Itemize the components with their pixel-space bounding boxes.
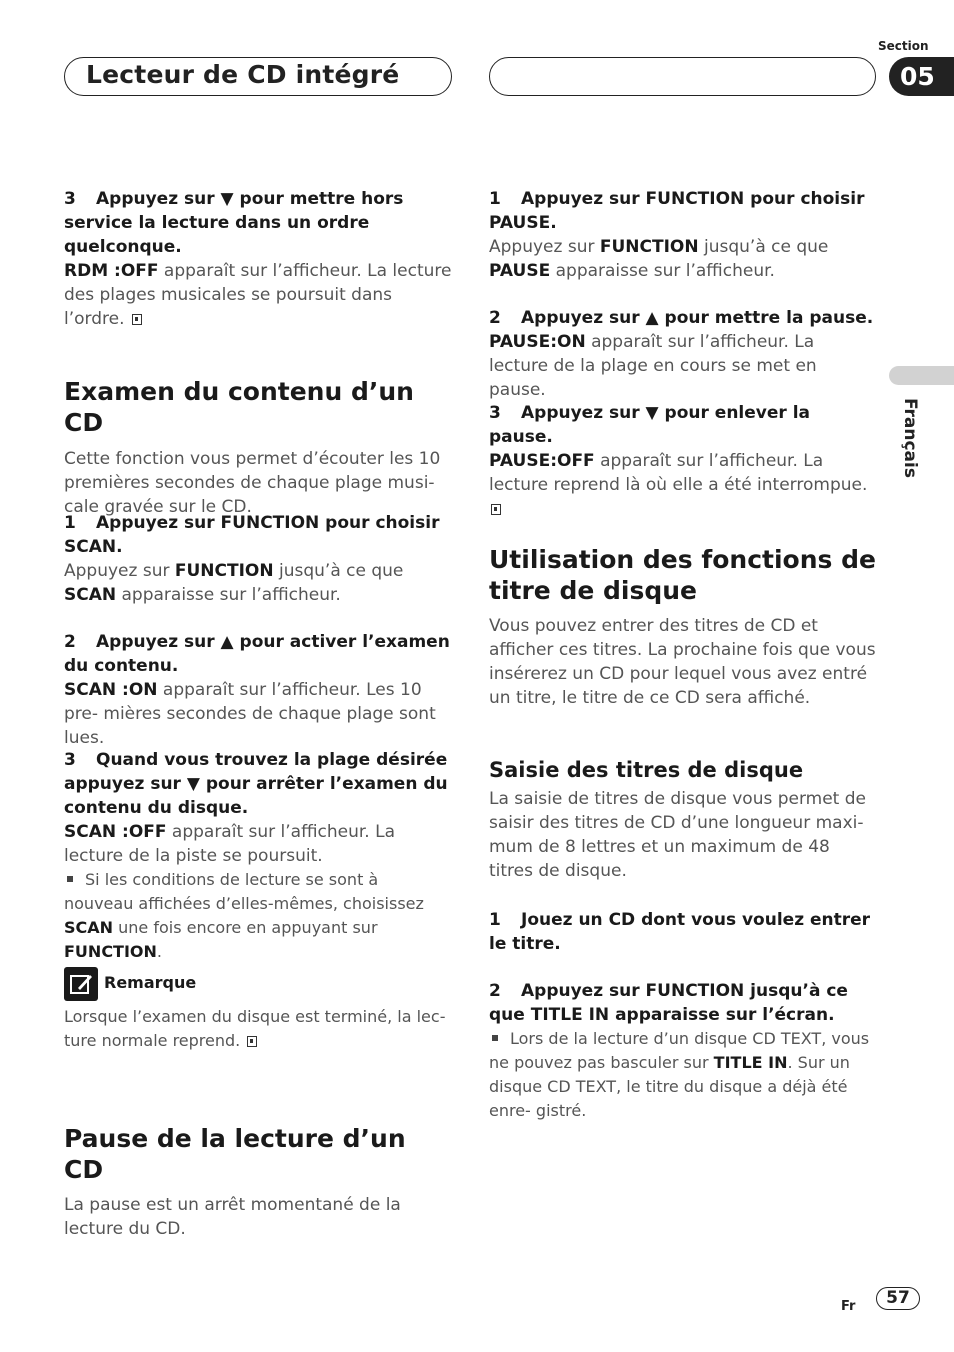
heading-titre: Utilisation des fonctions de titre de disque: [489, 545, 876, 605]
bullet-icon: [492, 1035, 498, 1041]
section-number-badge: 05: [889, 57, 954, 96]
step-number: 1: [64, 513, 76, 533]
section-titre: [489, 544, 877, 710]
section-examen: [64, 376, 452, 519]
keyword-title-in: TITLE IN: [713, 1053, 788, 1072]
step-text: Appuyez sur FUNCTION pour choisir PAUSE.: [489, 189, 865, 233]
keyword-scan: SCAN: [64, 585, 117, 605]
note-text: Lorsque l’examen du disque est terminé, la lec- ture normale reprend.: [64, 1007, 446, 1050]
step-body-part: apparaisse sur l’afficheur.: [550, 261, 775, 281]
pause-step-3: [489, 401, 877, 521]
examen-intro: Cette fonction vous permet d’écouter les 10 premières secondes de chaque plage musi- cale gravée sur le CD.: [64, 449, 441, 517]
step-number: 2: [489, 308, 501, 328]
step-text: Appuyez sur ▼ pour mettre hors service la lecture dans un ordre quelconque.: [64, 189, 404, 257]
step-3-random-off: [64, 187, 452, 331]
bullet-text: Si les conditions de lecture se sont à nouveau affichées d’elles-mêmes, choisissez: [64, 870, 424, 913]
subsection-saisie: [489, 757, 877, 883]
footer-language: Fr: [841, 1299, 856, 1314]
note-header: [64, 967, 452, 1007]
keyword-function: FUNCTION: [599, 237, 699, 257]
step-body-part: apparaisse sur l’afficheur.: [116, 585, 341, 605]
step-1-scan: [64, 511, 452, 607]
step-body: apparaît sur l’afficheur. La lecture des plages musicales se poursuit dans l’ordre.: [64, 261, 452, 329]
step-text: Appuyez sur ▲ pour activer l’examen du contenu.: [64, 632, 450, 676]
header-title: Lecteur de CD intégré: [86, 60, 400, 89]
keyword-scan: SCAN: [64, 918, 114, 937]
step-number: 3: [489, 403, 501, 423]
page-number: 57: [876, 1287, 920, 1310]
display-code: SCAN :OFF: [64, 822, 167, 842]
pause-step-2: [489, 306, 877, 402]
section-label: Section: [878, 39, 929, 53]
step-body: apparaît sur l’afficheur. La lecture reprend là où elle a été interrompue.: [489, 451, 868, 495]
note-pencil-icon: [64, 967, 98, 1001]
step-body: apparaît sur l’afficheur. Les 10 pre- mières secondes de chaque plage sont lues.: [64, 680, 436, 748]
bullet-text: . Sur un disque CD TEXT, le titre du disque a déjà été enre- gistré.: [489, 1053, 850, 1120]
bullet-icon: [67, 876, 73, 882]
heading-examen: Examen du contenu d’un CD: [64, 377, 414, 437]
step-number: 2: [489, 981, 501, 1001]
titre-intro: Vous pouvez entrer des titres de CD et afficher ces titres. La prochaine fois que vous insérerez un CD pour lequel vous avez entré un titre, le titre de ce CD sera affiché.: [489, 616, 876, 708]
bullet-text: Lors de la lecture d’un disque CD TEXT, vous ne pouvez pas basculer sur: [489, 1029, 870, 1072]
display-code: PAUSE:OFF: [489, 451, 595, 471]
title-step-1: [489, 908, 877, 956]
header-blank-frame: [489, 57, 876, 96]
pause-intro: La pause est un arrêt momentané de la lecture du CD.: [64, 1195, 401, 1239]
bullet-text: .: [156, 942, 163, 961]
step-body: apparaît sur l’afficheur. La lecture de la plage en cours se met en pause.: [489, 332, 817, 400]
step-number: 3: [64, 189, 76, 209]
display-code: PAUSE:ON: [489, 332, 586, 352]
step-body-part: jusqu’à ce que: [273, 561, 404, 581]
keyword-pause: PAUSE: [489, 261, 551, 281]
step-body-part: jusqu’à ce que: [698, 237, 829, 257]
step-text: Jouez un CD dont vous voulez entrer le titre.: [489, 910, 871, 954]
step-text: Appuyez sur ▼ pour enlever la pause.: [489, 403, 810, 447]
heading-saisie: Saisie des titres de disque: [489, 758, 804, 782]
step-2-scan-on: [64, 630, 452, 750]
keyword-function: FUNCTION: [174, 561, 274, 581]
section-pause: [64, 1123, 452, 1241]
step-number: 2: [64, 632, 76, 652]
note-label: Remarque: [104, 973, 197, 992]
heading-pause: Pause de la lecture d’un CD: [64, 1124, 406, 1184]
step-number: 3: [64, 750, 76, 770]
display-code: SCAN :ON: [64, 680, 158, 700]
note-body: [64, 1005, 452, 1053]
display-code: RDM :OFF: [64, 261, 159, 281]
bullet-text: une fois encore en appuyant sur: [113, 918, 378, 937]
step-text: Appuyez sur ▲ pour mettre la pause.: [521, 308, 874, 328]
step-number: 1: [489, 189, 501, 209]
language-label: Français: [900, 398, 920, 478]
language-tab: [889, 366, 954, 385]
step-body: apparaît sur l’afficheur. La lecture de la piste se poursuit.: [64, 822, 396, 866]
step-number: 1: [489, 910, 501, 930]
step-body-part: Appuyez sur: [489, 237, 600, 257]
end-mark-icon: [491, 504, 501, 515]
step-body-part: Appuyez sur: [64, 561, 175, 581]
saisie-intro: La saisie de titres de disque vous permet de saisir des titres de CD d’une longueur maxi- mum de 8 lettres et un maximum de 48 titres de disque.: [489, 789, 867, 881]
step-3-scan-off: [64, 748, 452, 964]
keyword-function: FUNCTION: [64, 942, 157, 961]
step-text: Quand vous trouvez la plage désirée appuyez sur ▼ pour arrêter l’examen du contenu du disque.: [64, 750, 448, 818]
pause-step-1: [489, 187, 877, 283]
step-text: Appuyez sur FUNCTION jusqu’à ce que TITLE IN apparaisse sur l’écran.: [489, 981, 848, 1025]
end-mark-icon: [247, 1036, 257, 1047]
step-text: Appuyez sur FUNCTION pour choisir SCAN.: [64, 513, 440, 557]
title-step-2: [489, 979, 877, 1123]
end-mark-icon: [132, 314, 142, 325]
